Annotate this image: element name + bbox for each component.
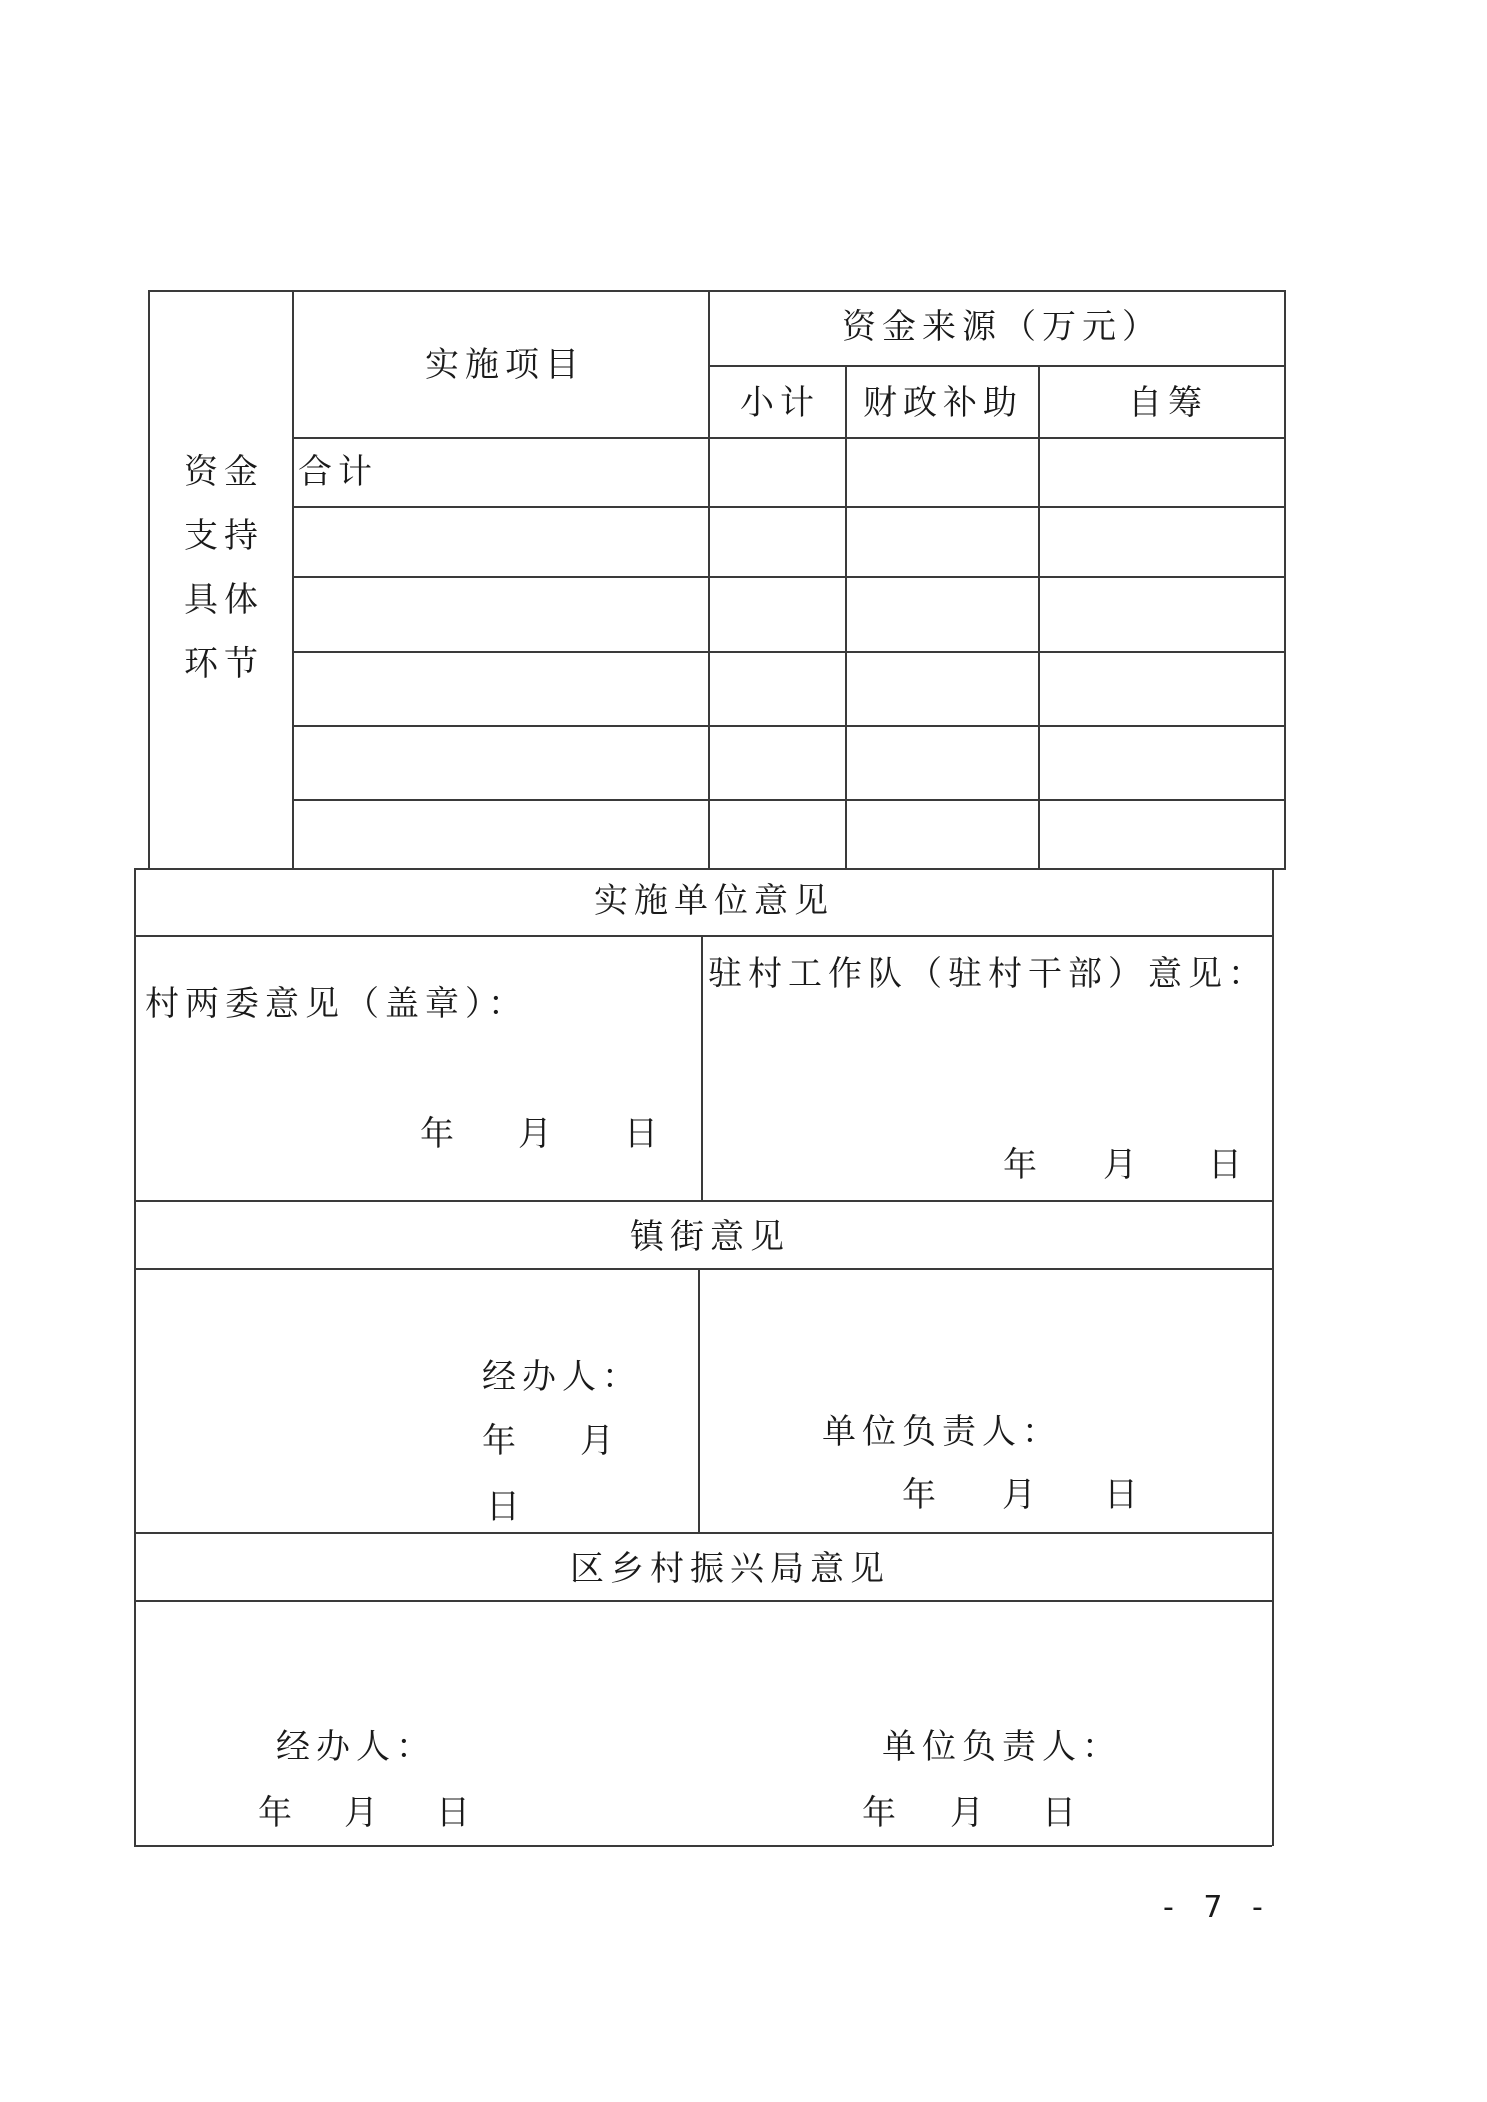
village-date-day: 日: [624, 1114, 664, 1154]
grid-line: [292, 506, 1286, 508]
town-handler-date-day: 日: [486, 1487, 526, 1527]
bureau-handler-date-month: 月: [344, 1793, 384, 1833]
village-date-month: 月: [518, 1114, 558, 1154]
grid-line: [698, 1268, 700, 1532]
table-right-border-lower: [1272, 868, 1274, 1846]
bureau-handler-date-day: 日: [436, 1793, 476, 1833]
town-handler-date-month: 月: [580, 1421, 620, 1461]
village-opinion-label: 村两委意见（盖章）：: [145, 984, 528, 1024]
team-date-month: 月: [1103, 1145, 1143, 1185]
grid-line: [292, 651, 1286, 653]
section-town-title: 镇街意见: [630, 1217, 790, 1257]
col-header-project: 实施项目: [425, 345, 585, 385]
town-leader-label: 单位负责人：: [822, 1412, 1062, 1452]
town-leader-date-month: 月: [1002, 1475, 1042, 1515]
village-date-year: 年: [420, 1114, 460, 1154]
table-bottom-border: [134, 1845, 1272, 1847]
team-date-year: 年: [1003, 1145, 1043, 1185]
col-header-subtotal: 小计: [740, 383, 820, 423]
grid-line: [134, 1268, 1274, 1270]
table-top-border: [148, 290, 1286, 292]
grid-line: [134, 1200, 1274, 1202]
grid-line: [845, 365, 847, 868]
team-date-day: 日: [1208, 1145, 1248, 1185]
side-label-line: 支持: [184, 516, 264, 556]
row-total-label: 合计: [298, 452, 378, 492]
grid-line: [292, 799, 1286, 801]
side-label-line: 环节: [184, 644, 264, 684]
bureau-leader-date-day: 日: [1042, 1793, 1082, 1833]
page-number: - 7 -: [1163, 1890, 1273, 1925]
section-bureau-title: 区乡村振兴局意见: [570, 1549, 890, 1589]
town-leader-date-year: 年: [902, 1475, 942, 1515]
side-label-line: 资金: [184, 452, 264, 492]
grid-line: [292, 437, 1286, 439]
col-header-fund-source: 资金来源（万元）: [842, 307, 1162, 347]
town-leader-date-day: 日: [1104, 1475, 1144, 1515]
grid-line: [1038, 365, 1040, 868]
grid-line: [134, 1532, 1274, 1534]
bureau-handler-date-year: 年: [258, 1793, 298, 1833]
table-right-border-upper: [1284, 290, 1286, 868]
grid-line: [134, 935, 1274, 937]
grid-line: [134, 868, 1286, 870]
team-opinion-label: 驻村工作队（驻村干部）意见：: [708, 954, 1268, 994]
town-handler-label: 经办人：: [482, 1357, 642, 1397]
bureau-leader-date-month: 月: [950, 1793, 990, 1833]
grid-line: [292, 725, 1286, 727]
town-handler-date-year: 年: [482, 1421, 522, 1461]
col-header-self: 自筹: [1128, 383, 1208, 423]
col-header-finance: 财政补助: [863, 383, 1023, 423]
bureau-leader-label: 单位负责人：: [882, 1727, 1122, 1767]
section-unit-title: 实施单位意见: [594, 881, 834, 921]
table-left-border-lower: [134, 868, 136, 1846]
bureau-leader-date-year: 年: [862, 1793, 902, 1833]
grid-line: [708, 365, 1286, 367]
grid-line: [292, 576, 1286, 578]
side-label: [184, 452, 264, 684]
table-left-border-upper: [148, 290, 150, 868]
grid-line: [708, 290, 710, 868]
grid-line: [134, 1600, 1274, 1602]
side-label-line: 具体: [184, 580, 264, 620]
bureau-handler-label: 经办人：: [276, 1727, 436, 1767]
grid-line: [292, 290, 294, 868]
grid-line: [701, 935, 703, 1200]
